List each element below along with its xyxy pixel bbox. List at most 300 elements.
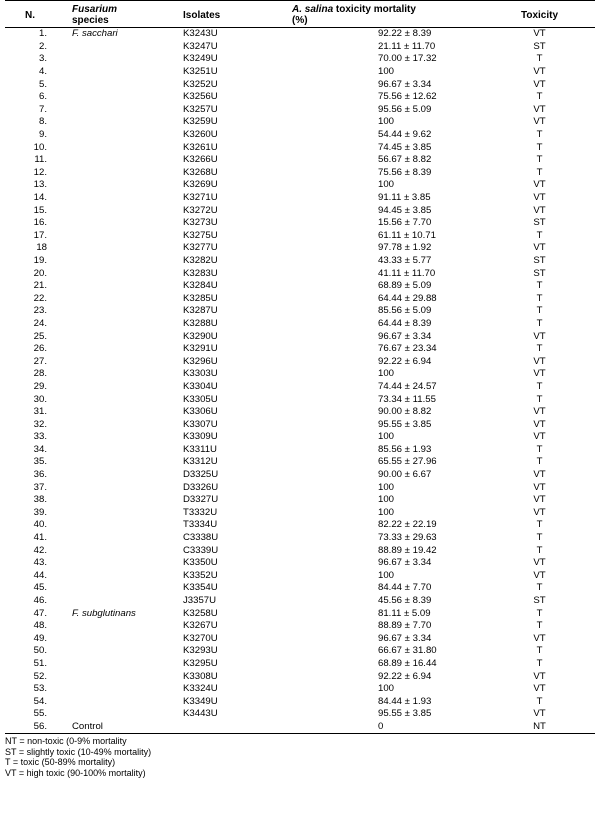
cell-isolate: K3284U — [183, 280, 218, 292]
cell-species — [62, 280, 179, 293]
cell-toxicity: VT — [533, 192, 546, 204]
cell-species: F. subglutinans — [72, 607, 136, 619]
cell-toxicity: NT — [484, 721, 595, 734]
cell-no: 9. — [38, 129, 47, 141]
cell-species — [62, 557, 179, 570]
cell-mortality: 100 — [378, 179, 395, 191]
cell-species — [62, 343, 179, 356]
cell-no: 22. — [33, 292, 47, 304]
cell-no: 56. — [5, 721, 62, 734]
table-row — [5, 658, 595, 671]
table-row — [5, 570, 595, 583]
cell-isolate: K3258U — [183, 607, 218, 619]
cell-isolate: K3306U — [183, 406, 218, 418]
cell-species — [62, 66, 179, 79]
cell-isolate: K3243U — [183, 28, 218, 40]
cell-no: 41. — [33, 532, 47, 544]
cell-no: 15. — [33, 204, 47, 216]
cell-mortality: 70.00 ± 17.32 — [378, 53, 437, 65]
table-row — [5, 267, 595, 280]
cell-mortality: 95.56 ± 5.09 — [378, 103, 432, 115]
cell-mortality: 100 — [378, 506, 395, 518]
table-row — [5, 607, 595, 620]
cell-no: 42. — [33, 544, 47, 556]
header-mortality-unit: (%) — [292, 15, 308, 26]
cell-mortality: 81.11 ± 5.09 — [378, 607, 431, 619]
cell-isolate: K3312U — [183, 456, 218, 468]
cell-isolate: K3303U — [183, 368, 218, 380]
table-row — [5, 167, 595, 180]
cell-isolate: K3252U — [183, 78, 218, 90]
cell-isolate: K3350U — [183, 557, 218, 569]
cell-species — [62, 481, 179, 494]
cell-toxicity: VT — [533, 708, 546, 720]
legend-item: VT = high toxic (90-100% mortality) — [5, 767, 146, 778]
cell-mortality: 85.56 ± 5.09 — [378, 305, 432, 317]
table-row — [5, 255, 595, 268]
cell-no: 44. — [33, 569, 47, 581]
cell-isolate: K3269U — [183, 179, 218, 191]
table-row — [5, 78, 595, 91]
table-row — [5, 519, 595, 532]
cell-toxicity: VT — [533, 683, 546, 695]
cell-mortality: 92.22 ± 8.39 — [378, 28, 432, 40]
cell-no: 24. — [33, 317, 47, 329]
table-row — [5, 53, 595, 66]
cell-no: 51. — [33, 657, 47, 669]
cell-isolate: K3324U — [183, 683, 218, 695]
table-row — [5, 141, 595, 154]
cell-no: 10. — [33, 141, 47, 153]
cell-no: 52. — [33, 670, 47, 682]
cell-toxicity: T — [536, 280, 543, 292]
cell-no: 25. — [33, 330, 47, 342]
cell-species — [62, 431, 179, 444]
table-row — [5, 129, 595, 142]
cell-toxicity: T — [536, 456, 543, 468]
cell-isolate: K3266U — [183, 154, 218, 166]
cell-isolate: K3354U — [183, 582, 218, 594]
header-isolates: Isolates — [179, 1, 288, 28]
table-row — [5, 330, 595, 343]
legend-item: NT = non-toxic (0-9% mortality — [5, 736, 127, 747]
table-row — [5, 28, 595, 41]
table-row — [5, 507, 595, 520]
cell-toxicity: VT — [533, 406, 546, 418]
table-row — [5, 670, 595, 683]
table-row — [5, 192, 595, 205]
table-row — [5, 41, 595, 54]
cell-no: 50. — [33, 645, 47, 657]
table-row — [5, 481, 595, 494]
cell-mortality: 96.67 ± 3.34 — [378, 330, 432, 342]
cell-no: 32. — [33, 418, 47, 430]
cell-no: 38. — [33, 494, 47, 506]
cell-no: 8. — [38, 116, 47, 128]
table-header — [5, 1, 595, 28]
cell-species — [62, 330, 179, 343]
cell-toxicity: VT — [533, 431, 546, 443]
cell-toxicity: VT — [533, 179, 546, 191]
cell-mortality: 100 — [378, 116, 395, 128]
cell-species — [62, 381, 179, 394]
cell-isolate: K3275U — [183, 229, 218, 241]
cell-isolate — [179, 721, 288, 734]
cell-toxicity: T — [536, 443, 543, 455]
cell-mortality: 65.55 ± 27.96 — [378, 456, 437, 468]
table-row — [5, 204, 595, 217]
cell-mortality: 96.67 ± 3.34 — [378, 78, 432, 90]
cell-isolate: K3307U — [183, 418, 218, 430]
cell-species: F. sacchari — [72, 28, 118, 40]
cell-species — [62, 544, 179, 557]
cell-no: 12. — [33, 166, 47, 178]
cell-toxicity: VT — [533, 368, 546, 380]
cell-no: 23. — [33, 305, 47, 317]
cell-species — [62, 204, 179, 217]
legend-item: T = toxic (50-89% mortality) — [5, 757, 116, 768]
table-row — [5, 695, 595, 708]
cell-mortality: 68.89 ± 16.44 — [378, 657, 437, 669]
cell-no: 55. — [33, 708, 47, 720]
cell-mortality: 82.22 ± 22.19 — [378, 519, 437, 531]
cell-no: 53. — [33, 683, 47, 695]
cell-toxicity: T — [536, 305, 543, 317]
cell-mortality: 95.55 ± 3.85 — [378, 418, 432, 430]
cell-no: 36. — [33, 469, 47, 481]
cell-isolate: K3257U — [183, 103, 218, 115]
cell-isolate: D3325U — [183, 469, 219, 481]
cell-isolate: K3304U — [183, 380, 218, 392]
cell-species — [62, 230, 179, 243]
cell-isolate: C3338U — [183, 532, 219, 544]
cell-species — [62, 595, 179, 608]
cell-toxicity: VT — [533, 66, 546, 78]
cell-mortality: 84.44 ± 1.93 — [378, 695, 432, 707]
cell-mortality: 100 — [378, 494, 395, 506]
cell-species — [62, 192, 179, 205]
cell-mortality: 68.89 ± 5.09 — [378, 280, 432, 292]
cell-toxicity: VT — [533, 418, 546, 430]
cell-species — [62, 53, 179, 66]
cell-no: 5. — [38, 78, 47, 90]
table-row — [5, 620, 595, 633]
cell-isolate: K3290U — [183, 330, 218, 342]
header-species-genus: Fusarium — [72, 4, 118, 15]
cell-species — [62, 217, 179, 230]
cell-species — [62, 104, 179, 117]
cell-toxicity: T — [536, 292, 543, 304]
cell-mortality: 84.44 ± 7.70 — [378, 582, 432, 594]
cell-isolate: K3267U — [183, 620, 218, 632]
table-row — [5, 582, 595, 595]
cell-mortality: 43.33 ± 5.77 — [378, 254, 432, 266]
cell-toxicity: T — [536, 607, 543, 619]
cell-toxicity: ST — [533, 267, 546, 279]
cell-toxicity: VT — [533, 78, 546, 90]
cell-toxicity: VT — [533, 103, 546, 115]
cell-isolate: K3287U — [183, 305, 218, 317]
cell-mortality: 66.67 ± 31.80 — [378, 645, 437, 657]
cell-species — [62, 670, 179, 683]
table-row — [5, 91, 595, 104]
table-row — [5, 557, 595, 570]
cell-isolate: K3305U — [183, 393, 218, 405]
cell-mortality: 100 — [378, 569, 395, 581]
cell-toxicity: T — [536, 154, 543, 166]
cell-no: 27. — [33, 355, 47, 367]
cell-species — [62, 633, 179, 646]
cell-no: 7. — [38, 103, 47, 115]
cell-mortality: 56.67 ± 8.82 — [378, 154, 432, 166]
cell-mortality: 73.33 ± 29.63 — [378, 532, 437, 544]
cell-mortality: 96.67 ± 3.34 — [378, 557, 432, 569]
header-mortality — [288, 1, 484, 28]
cell-isolate: K3288U — [183, 317, 218, 329]
cell-mortality: 97.78 ± 1.92 — [378, 242, 432, 254]
cell-isolate: K3352U — [183, 569, 218, 581]
cell-no: 20. — [33, 267, 47, 279]
cell-toxicity: T — [536, 544, 543, 556]
cell-mortality: 100 — [378, 66, 395, 78]
cell-species — [62, 305, 179, 318]
cell-species — [62, 91, 179, 104]
cell-mortality: 96.67 ± 3.34 — [378, 632, 432, 644]
cell-species — [62, 582, 179, 595]
cell-isolate: J3357U — [183, 595, 217, 607]
cell-mortality: 92.22 ± 6.94 — [378, 670, 432, 682]
cell-toxicity: T — [536, 695, 543, 707]
cell-toxicity: T — [536, 129, 543, 141]
cell-mortality: 91.11 ± 3.85 — [378, 192, 431, 204]
cell-no: 19. — [33, 254, 47, 266]
table-row — [5, 242, 595, 255]
table-row — [5, 721, 595, 734]
table-row — [5, 595, 595, 608]
cell-toxicity: T — [536, 317, 543, 329]
cell-isolate: K3296U — [183, 355, 218, 367]
cell-isolate: K3295U — [183, 657, 218, 669]
cell-no: 35. — [33, 456, 47, 468]
cell-mortality: 74.45 ± 3.85 — [378, 141, 432, 153]
cell-species — [62, 695, 179, 708]
cell-mortality: 21.11 ± 11.70 — [378, 40, 436, 52]
cell-isolate: K3260U — [183, 129, 218, 141]
header-mortality-organism: A. salina — [292, 4, 334, 15]
table-row — [5, 381, 595, 394]
cell-mortality: 100 — [378, 683, 395, 695]
table-row — [5, 179, 595, 192]
cell-isolate: K3311U — [183, 443, 217, 455]
cell-toxicity: VT — [533, 355, 546, 367]
cell-isolate: K3251U — [183, 66, 218, 78]
cell-no: 37. — [33, 481, 47, 493]
cell-no: 21. — [33, 280, 47, 292]
cell-no: 33. — [33, 431, 47, 443]
header-species-word: species — [72, 15, 109, 26]
cell-mortality: 75.56 ± 12.62 — [378, 91, 437, 103]
cell-isolate: C3339U — [183, 544, 219, 556]
cell-toxicity: VT — [533, 116, 546, 128]
cell-toxicity: VT — [533, 28, 546, 40]
cell-no: 29. — [33, 380, 47, 392]
header-no: N. — [5, 1, 62, 28]
cell-species — [62, 255, 179, 268]
cell-isolate: K3273U — [183, 217, 218, 229]
cell-no: 11. — [34, 154, 47, 166]
cell-no: 43. — [33, 557, 47, 569]
cell-mortality: 61.11 ± 10.71 — [378, 229, 436, 241]
cell-mortality: 41.11 ± 11.70 — [378, 267, 436, 279]
cell-isolate: K3270U — [183, 632, 218, 644]
table-row — [5, 116, 595, 129]
cell-mortality: 100 — [378, 368, 395, 380]
cell-species — [62, 507, 179, 520]
cell-species — [62, 267, 179, 280]
cell-toxicity: VT — [533, 494, 546, 506]
cell-toxicity: T — [536, 343, 543, 355]
cell-toxicity: VT — [533, 242, 546, 254]
cell-toxicity: ST — [533, 217, 546, 229]
cell-isolate: K3271U — [183, 192, 218, 204]
cell-no: 17. — [33, 229, 47, 241]
cell-no: 28. — [33, 368, 47, 380]
cell-toxicity: VT — [533, 469, 546, 481]
cell-species — [62, 406, 179, 419]
cell-isolate: K3309U — [183, 431, 218, 443]
cell-mortality: 88.89 ± 7.70 — [378, 620, 432, 632]
cell-species — [62, 683, 179, 696]
cell-toxicity: ST — [533, 40, 546, 52]
cell-no: 14. — [33, 192, 47, 204]
cell-toxicity: VT — [533, 557, 546, 569]
cell-toxicity: T — [536, 53, 543, 65]
cell-isolate: K3272U — [183, 204, 218, 216]
cell-no: 3. — [38, 53, 47, 65]
cell-isolate: K3291U — [183, 343, 218, 355]
cell-mortality: 94.45 ± 3.85 — [378, 204, 432, 216]
cell-toxicity: T — [536, 645, 543, 657]
cell-species — [62, 494, 179, 507]
cell-species — [62, 444, 179, 457]
cell-no: 54. — [33, 695, 47, 707]
cell-no: 30. — [33, 393, 47, 405]
cell-species — [62, 418, 179, 431]
cell-toxicity: VT — [533, 569, 546, 581]
cell-isolate: T3332U — [183, 506, 218, 518]
cell-mortality: 100 — [378, 481, 395, 493]
cell-no: 48. — [33, 620, 47, 632]
cell-species — [62, 355, 179, 368]
cell-mortality: 15.56 ± 7.70 — [378, 217, 432, 229]
table-row — [5, 305, 595, 318]
cell-species — [62, 519, 179, 532]
cell-mortality: 75.56 ± 8.39 — [378, 166, 432, 178]
cell-species — [62, 292, 179, 305]
cell-toxicity: VT — [533, 330, 546, 342]
cell-species — [62, 154, 179, 167]
cell-isolate: K3443U — [183, 708, 218, 720]
cell-toxicity: T — [536, 657, 543, 669]
cell-no: 16. — [33, 217, 47, 229]
legend — [5, 736, 595, 778]
table-row — [5, 406, 595, 419]
cell-no: 46. — [33, 595, 47, 607]
cell-toxicity: T — [536, 166, 543, 178]
cell-toxicity: VT — [533, 506, 546, 518]
cell-isolate: K3256U — [183, 91, 218, 103]
cell-toxicity: T — [536, 393, 543, 405]
table-row — [5, 645, 595, 658]
cell-toxicity: ST — [533, 595, 546, 607]
cell-mortality: 0 — [288, 721, 484, 734]
cell-species: Control — [62, 721, 179, 734]
cell-toxicity: T — [536, 532, 543, 544]
cell-species — [62, 708, 179, 721]
cell-no: 31. — [33, 406, 47, 418]
cell-isolate: T3334U — [183, 519, 218, 531]
cell-no: 1. — [38, 28, 47, 40]
table-row — [5, 217, 595, 230]
cell-toxicity: VT — [533, 204, 546, 216]
table-row — [5, 280, 595, 293]
cell-species — [62, 456, 179, 469]
cell-no: 40. — [33, 519, 47, 531]
header-species — [62, 1, 179, 28]
header-toxicity: Toxicity — [484, 1, 595, 28]
cell-isolate: D3327U — [183, 494, 219, 506]
cell-no: 4. — [38, 66, 47, 78]
cell-species — [62, 645, 179, 658]
toxicity-table — [5, 0, 595, 734]
cell-no: 34. — [33, 443, 47, 455]
table-row — [5, 633, 595, 646]
table-row — [5, 343, 595, 356]
cell-species — [62, 242, 179, 255]
table-row — [5, 469, 595, 482]
cell-species — [62, 116, 179, 129]
cell-species — [62, 393, 179, 406]
table-row — [5, 708, 595, 721]
table-row — [5, 456, 595, 469]
cell-isolate: K3259U — [183, 116, 218, 128]
cell-isolate: K3247U — [183, 40, 218, 52]
cell-toxicity: T — [536, 582, 543, 594]
document-page — [5, 0, 595, 778]
cell-isolate: K3249U — [183, 53, 218, 65]
cell-no: 45. — [33, 582, 47, 594]
table-row — [5, 66, 595, 79]
cell-species — [62, 368, 179, 381]
cell-species — [62, 129, 179, 142]
cell-mortality: 76.67 ± 23.34 — [378, 343, 437, 355]
cell-no: 49. — [33, 632, 47, 644]
table-row — [5, 431, 595, 444]
cell-toxicity: T — [536, 380, 543, 392]
table-row — [5, 154, 595, 167]
cell-mortality: 74.44 ± 24.57 — [378, 380, 437, 392]
table-row — [5, 444, 595, 457]
cell-species — [62, 318, 179, 331]
cell-mortality: 90.00 ± 6.67 — [378, 469, 432, 481]
cell-isolate: K3293U — [183, 645, 218, 657]
cell-mortality: 100 — [378, 431, 395, 443]
table-row — [5, 532, 595, 545]
table-row — [5, 368, 595, 381]
table-body — [5, 28, 595, 734]
header-mortality-label: toxicity mortality — [333, 4, 416, 15]
cell-toxicity: VT — [533, 632, 546, 644]
